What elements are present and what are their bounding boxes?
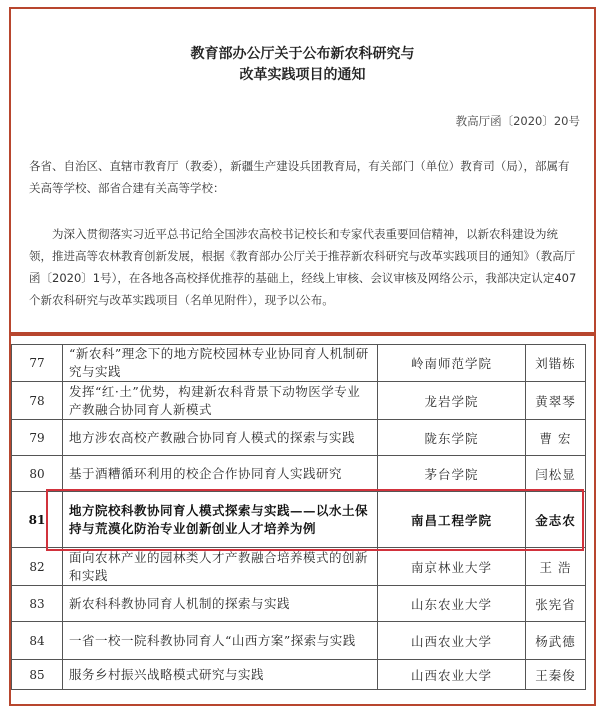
project-leader: 刘锴栋 — [526, 345, 586, 382]
table-row — [12, 420, 586, 456]
table-row — [12, 382, 586, 420]
table-row — [12, 345, 586, 382]
project-leader: 杨武德 — [526, 622, 586, 660]
project-title: 面向农林产业的园林类人才产教融合培养模式的创新和实践 — [63, 548, 378, 586]
project-title: 服务乡村振兴战略模式研究与实践 — [63, 660, 378, 690]
row-number: 81 — [12, 492, 63, 548]
school-name: 南昌工程学院 — [378, 492, 526, 548]
project-leader: 张宪省 — [526, 586, 586, 622]
school-name: 岭南师范学院 — [378, 345, 526, 382]
school-name: 龙岩学院 — [378, 382, 526, 420]
row-number: 82 — [12, 548, 63, 586]
school-name: 山东农业大学 — [378, 586, 526, 622]
row-number: 79 — [12, 420, 63, 456]
school-name: 茅台学院 — [378, 456, 526, 492]
project-title: 新农科科教协同育人机制的探索与实践 — [63, 586, 378, 622]
row-number: 77 — [12, 345, 63, 382]
table-row — [12, 586, 586, 622]
row-number: 85 — [12, 660, 63, 690]
row-number: 78 — [12, 382, 63, 420]
project-leader: 黄翠琴 — [526, 382, 586, 420]
row-number: 80 — [12, 456, 63, 492]
project-title: 地方涉农高校产教融合协同育人模式的探索与实践 — [63, 420, 378, 456]
project-leader: 王秦俊 — [526, 660, 586, 690]
table-row — [12, 548, 586, 586]
body-paragraph: 为深入贯彻落实习近平总书记给全国涉农高校书记校长和专家代表重要回信精神，以新农科建设为统领，推进高等农林教育创新发展，根据《教育部办公厅关于推荐新农科研究与改革实践项目的通知》（教高厅函〔2020〕1号），在各地各高校择优推荐的基础上，经线上审核、会议审核及网络公示，我部决定认定407个新农科研究与改革实践项目（名单见附件），现予以公布。 — [29, 227, 577, 307]
table-row — [12, 660, 586, 690]
row-number: 83 — [12, 586, 63, 622]
addressees-paragraph: 各省、自治区、直辖市教育厅（教委），新疆生产建设兵团教育局，有关部门（单位）教育司（局），部属有关高等学校、部省合建有关高等学校： — [29, 159, 570, 195]
project-title: 发挥“红·土”优势，构建新农科背景下动物医学专业产教融合协同育人新模式 — [63, 382, 378, 420]
table-row — [12, 622, 586, 660]
project-leader: 闫松显 — [526, 456, 586, 492]
table-row-highlighted — [12, 492, 586, 548]
project-title: 一省一校一院科教协同育人“山西方案”探索与实践 — [63, 622, 378, 660]
school-name: 南京林业大学 — [378, 548, 526, 586]
project-leader: 曹 宏 — [526, 420, 586, 456]
project-table — [11, 344, 586, 690]
document-number: 教高厅函〔2020〕20号 — [455, 114, 580, 128]
project-title: 基于酒糟循环利用的校企合作协同育人实践研究 — [63, 456, 378, 492]
notice-title-line2: 改革实践项目的通知 — [239, 67, 366, 83]
project-leader: 王 浩 — [526, 548, 586, 586]
table-row — [12, 456, 586, 492]
project-title: 地方院校科教协同育人模式探索与实践——以水土保持与荒漠化防治专业创新创业人才培养为例 — [63, 492, 378, 548]
notice-panel — [9, 7, 596, 334]
project-leader: 金志农 — [526, 492, 586, 548]
school-name: 山西农业大学 — [378, 660, 526, 690]
school-name: 山西农业大学 — [378, 622, 526, 660]
row-number: 84 — [12, 622, 63, 660]
project-title: “新农科”理念下的地方院校园林专业协同育人机制研究与实践 — [63, 345, 378, 382]
school-name: 陇东学院 — [378, 420, 526, 456]
notice-title-line1: 教育部办公厅关于公布新农科研究与 — [190, 46, 415, 62]
